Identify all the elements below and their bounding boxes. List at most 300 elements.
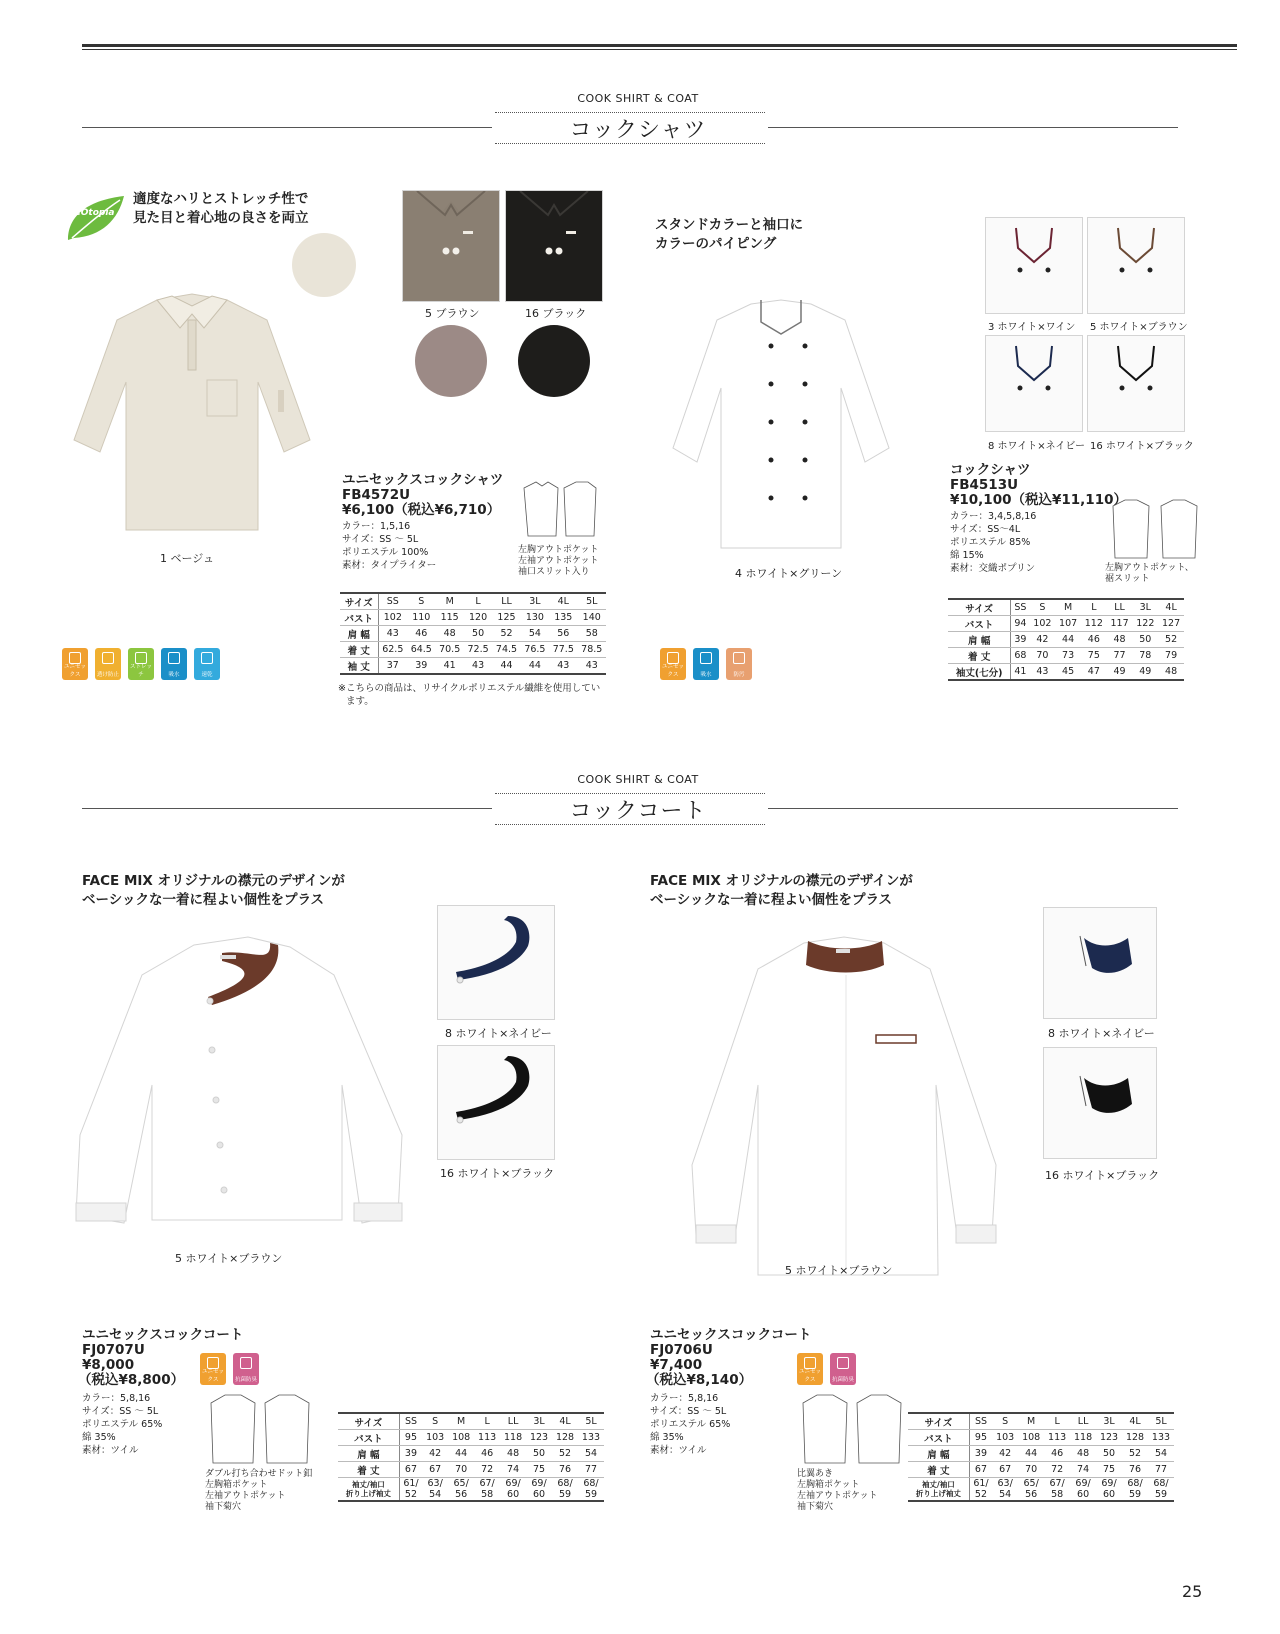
size-table-cell: 95 (969, 1430, 992, 1446)
size-table-cell (578, 1478, 604, 1502)
size-table-cell: 37 (378, 658, 407, 675)
size-table-cell: 43 (464, 658, 492, 675)
fb4513-main-caption: 4 ホワイト×グリーン (735, 567, 843, 580)
section-rule-right (768, 127, 1178, 128)
size-table-cell: 3L (521, 593, 549, 610)
size-table-cell: 103 (992, 1430, 1018, 1446)
size-table-cell: 76 (552, 1462, 578, 1478)
size-table-row (340, 626, 606, 642)
fj0706-main-photo (678, 935, 1008, 1280)
fb4572-main-caption: 1 ベージュ (160, 552, 215, 565)
size-table-cell (969, 1478, 992, 1502)
size-table-cell: 44 (521, 658, 549, 675)
spec-line: 素材：ツイル (82, 1445, 139, 1456)
page-number: 25 (1182, 1582, 1203, 1601)
size-table-cell: 46 (474, 1446, 500, 1462)
size-table-cell: 4L (549, 593, 577, 610)
size-table-row-label: 着 丈 (948, 648, 1011, 664)
feature-icon (797, 1353, 823, 1385)
variant-black-thumb (505, 190, 603, 302)
size-table-cell: 39 (1011, 632, 1030, 648)
size-table-row-label: サイズ (338, 1413, 399, 1430)
variant-navy-caption: 8 ホワイト×ネイビー (988, 441, 1086, 452)
size-table-row (338, 1462, 604, 1478)
size-table-cell: 52 (1122, 1446, 1148, 1462)
feature-line: 左袖アウトポケット (518, 556, 599, 566)
size-table-cell: 43 (1030, 664, 1056, 681)
fb4513-flat-drawing (1105, 498, 1205, 560)
size-table-row (340, 593, 606, 610)
size-table-cell: LL (1070, 1413, 1096, 1430)
copy-line: 見た目と着心地の良さを両立 (133, 210, 309, 226)
copy-line: 適度なハリとストレッチ性で (133, 191, 309, 207)
top-rule-thin (82, 49, 1237, 50)
size-table-row-label (908, 1478, 969, 1502)
size-table-cell: 3L (1096, 1413, 1122, 1430)
fj0707-copy (82, 872, 345, 910)
fj0706-name: ユニセックスコックコート (650, 1327, 812, 1343)
fb4572-price: ¥6,100（税込¥6,710） (342, 502, 501, 518)
size-table-cell: M (448, 1413, 474, 1430)
sleeve-value: 63/ (997, 1478, 1013, 1489)
variant-black-thumb (1087, 335, 1185, 432)
fj0707-main-caption: 5 ホワイト×ブラウン (175, 1252, 283, 1265)
size-table-row-label: 肩 幅 (948, 632, 1011, 648)
variant-black-thumb (437, 1045, 555, 1160)
size-table-cell: 74 (500, 1462, 526, 1478)
feature-icon (200, 1353, 226, 1385)
size-table-cell: 62.5 (378, 642, 407, 658)
size-table-cell: 67 (422, 1462, 448, 1478)
spec-line: ポリエステル 85% (950, 537, 1031, 548)
feature-icon (726, 648, 752, 680)
variant-black-caption: 16 ホワイト×ブラック (440, 1167, 555, 1180)
spec-line: 綿 35% (650, 1432, 684, 1443)
size-table-cell: 94 (1011, 616, 1030, 632)
size-table-cell: 44 (448, 1446, 474, 1462)
size-table-cell: SS (399, 1413, 422, 1430)
size-table-cell: LL (500, 1413, 526, 1430)
fb4572-copy (133, 190, 309, 228)
size-table-cell (1148, 1478, 1174, 1502)
size-table-cell: 72.5 (464, 642, 492, 658)
size-table-cell: 113 (1044, 1430, 1070, 1446)
variant-wine-thumb (985, 217, 1083, 314)
size-table-row (908, 1478, 1174, 1502)
sleeve-value: 67/ (479, 1478, 495, 1489)
size-table-cell: 112 (1081, 616, 1107, 632)
size-table-cell: L (1044, 1413, 1070, 1430)
size-table-row-label: 肩 幅 (340, 626, 378, 642)
sleeve-label-line: 袖丈/袖口 (352, 1480, 385, 1489)
size-table-cell (474, 1478, 500, 1502)
size-table-cell: 45 (1055, 664, 1081, 681)
size-table-row-label: 肩 幅 (908, 1446, 969, 1462)
sleeve-value: 68/ (1153, 1478, 1169, 1489)
size-table-cell: 44 (1055, 632, 1081, 648)
spec-line: サイズ：SS ～ 5L (650, 1406, 727, 1417)
size-table-row-label: バスト (338, 1430, 399, 1446)
size-table-cell: 74 (1070, 1462, 1096, 1478)
size-table-cell: 54 (578, 1446, 604, 1462)
size-table-cell: S (992, 1413, 1018, 1430)
feature-icon (830, 1353, 856, 1385)
size-table-cell: 118 (500, 1430, 526, 1446)
size-table-cell (422, 1478, 448, 1502)
size-table-cell: SS (1011, 599, 1030, 616)
feature-glyph-icon (168, 652, 180, 664)
feature-line: 裾スリット (1105, 574, 1150, 584)
spec-line: カラー：5,8,16 (650, 1393, 719, 1404)
feature-icon (95, 648, 121, 680)
size-table-cell: 48 (1107, 632, 1133, 648)
size-table-cell: 122 (1132, 616, 1158, 632)
size-table-row-label: 着 丈 (338, 1462, 399, 1478)
size-table-cell: 48 (1158, 664, 1184, 681)
size-table-row (908, 1462, 1174, 1478)
fb4513-copy (655, 216, 803, 254)
fj0706-copy (650, 872, 913, 910)
variant-navy-caption: 8 ホワイト×ネイビー (1048, 1027, 1155, 1040)
feature-icon-label: ユニセックス (661, 664, 684, 678)
size-table-cell: 3L (1132, 599, 1158, 616)
size-table-cell: 46 (1044, 1446, 1070, 1462)
fj0707-size-table (338, 1412, 604, 1502)
feature-line: 左胸箱ポケット (797, 1480, 860, 1490)
size-table-cell: 108 (448, 1430, 474, 1446)
size-table-cell: 133 (1148, 1430, 1174, 1446)
feature-icon (128, 648, 154, 680)
cuff-value: 54 (999, 1489, 1012, 1500)
size-table-row (340, 658, 606, 675)
size-table-cell: 110 (407, 610, 435, 626)
feature-line: 袖口スリット入り (518, 567, 590, 577)
size-table-row (340, 610, 606, 626)
sleeve-value: 68/ (1127, 1478, 1143, 1489)
fj0707-flat-drawing (205, 1393, 315, 1465)
size-table-cell: 48 (1070, 1446, 1096, 1462)
feature-icon-label: 速乾 (201, 672, 213, 678)
size-table-cell: S (407, 593, 435, 610)
fb4572-size-table (340, 592, 606, 675)
copy-line: ベーシックな一着に程よい個性をプラス (650, 892, 893, 908)
feature-icon-label: ユニセックス (63, 664, 86, 678)
fj0706-specs (650, 1392, 730, 1457)
variant-navy-thumb (985, 335, 1083, 432)
size-table-cell: 128 (1122, 1430, 1148, 1446)
size-table-cell: 58 (578, 626, 607, 642)
size-table-cell (992, 1478, 1018, 1502)
size-table-cell: S (1030, 599, 1056, 616)
size-table-row (340, 642, 606, 658)
size-table-cell: M (1018, 1413, 1044, 1430)
size-table-row-label (338, 1478, 399, 1502)
size-table-cell: 3L (526, 1413, 552, 1430)
feature-icon (62, 648, 88, 680)
feature-icon-label: 防汚 (733, 672, 745, 678)
spec-line: ポリエステル 65% (650, 1419, 731, 1430)
size-table-cell: 54 (521, 626, 549, 642)
fb4572-name: ユニセックスコックシャツ (342, 472, 504, 488)
size-table-cell: S (422, 1413, 448, 1430)
section-jp-title: コックコート (569, 799, 707, 824)
size-table-cell: LL (1107, 599, 1133, 616)
size-table-cell: 135 (549, 610, 577, 626)
size-table-cell: 77 (578, 1462, 604, 1478)
feature-icon-label: 透け防止 (96, 672, 119, 678)
size-table-cell: SS (969, 1413, 992, 1430)
sleeve-value: 68/ (557, 1478, 573, 1489)
size-table-row (948, 632, 1184, 648)
size-table-cell: 75 (1081, 648, 1107, 664)
size-table-cell: 78 (1132, 648, 1158, 664)
size-table-row-label: 着 丈 (908, 1462, 969, 1478)
sleeve-value: 61/ (973, 1478, 989, 1489)
feature-line: 左胸アウトポケット、 (1105, 563, 1194, 573)
section-rule-right (768, 808, 1178, 809)
size-table-cell: 130 (521, 610, 549, 626)
feature-icon-label: 抗菌防臭 (831, 1377, 854, 1383)
size-table-cell: 102 (378, 610, 407, 626)
feature-line: 左胸箱ポケット (205, 1480, 268, 1490)
size-table-cell: 54 (1148, 1446, 1174, 1462)
spec-line: 綿 35% (82, 1432, 116, 1443)
cuff-value: 60 (533, 1489, 546, 1500)
size-table-row-label: サイズ (948, 599, 1011, 616)
copy-line: ベーシックな一着に程よい個性をプラス (82, 892, 325, 908)
feature-glyph-icon (102, 652, 114, 664)
variant-brown-thumb (402, 190, 500, 302)
size-table-cell (526, 1478, 552, 1502)
sleeve-value: 65/ (1023, 1478, 1039, 1489)
fj0706-code: FJ0706U (650, 1342, 713, 1358)
spec-line: カラー：5,8,16 (82, 1393, 151, 1404)
size-table-cell: 76 (1122, 1462, 1148, 1478)
cuff-value: 56 (455, 1489, 468, 1500)
feature-icon (660, 648, 686, 680)
feature-glyph-icon (201, 652, 213, 664)
size-table-cell: 67 (399, 1462, 422, 1478)
sleeve-value: 69/ (1101, 1478, 1117, 1489)
size-table-cell (1096, 1478, 1122, 1502)
section-jp-title: コックシャツ (569, 118, 707, 143)
size-table-cell (399, 1478, 422, 1502)
size-table-row (908, 1413, 1174, 1430)
cuff-value: 60 (1077, 1489, 1090, 1500)
size-table-row-label: サイズ (340, 593, 378, 610)
size-table-cell: 127 (1158, 616, 1184, 632)
dotted-rule (495, 143, 765, 144)
size-table-cell: 5L (578, 593, 607, 610)
feature-icon (194, 648, 220, 680)
size-table-cell: SS (378, 593, 407, 610)
size-table-cell (1122, 1478, 1148, 1502)
copy-line: スタンドカラーと袖口に (655, 217, 804, 233)
fj0707-features (205, 1469, 312, 1513)
fj0707-price: ¥8,000 (82, 1357, 135, 1373)
size-table-cell: 123 (526, 1430, 552, 1446)
size-table-cell: 67 (969, 1462, 992, 1478)
variant-navy-caption: 8 ホワイト×ネイビー (445, 1027, 552, 1040)
size-table-cell: 39 (399, 1446, 422, 1462)
spec-line: カラー：3,4,5,8,16 (950, 511, 1037, 522)
fb4513-features (1105, 563, 1194, 585)
size-table-cell: M (435, 593, 463, 610)
section-en-title: COOK SHIRT & COAT (577, 773, 699, 786)
feature-icon-label: ユニセックス (201, 1369, 224, 1383)
size-table-cell: 125 (492, 610, 520, 626)
spec-line: 綿 15% (950, 550, 984, 561)
size-table-cell: 72 (474, 1462, 500, 1478)
size-table-cell: 128 (552, 1430, 578, 1446)
fb4572-features (518, 545, 599, 578)
black-swatch (518, 325, 590, 397)
spec-line: サイズ：SS～4L (950, 524, 1021, 535)
fb4572-main-photo (62, 290, 322, 550)
spec-line: 素材：ツイル (650, 1445, 707, 1456)
feature-line: ダブル打ち合わせドット釦 (205, 1469, 313, 1479)
size-table-cell: 47 (1081, 664, 1107, 681)
size-table-cell: 77 (1148, 1462, 1174, 1478)
size-table-cell: 43 (378, 626, 407, 642)
fj0706-icons (797, 1353, 867, 1389)
size-table-row (338, 1478, 604, 1502)
size-table-cell: L (474, 1413, 500, 1430)
note-line: ます。 (346, 696, 374, 707)
size-table-cell: 79 (1158, 648, 1184, 664)
size-table-cell: 44 (492, 658, 520, 675)
size-table-cell: 52 (552, 1446, 578, 1462)
variant-black-thumb (1043, 1047, 1157, 1159)
feature-icon-label: 抗菌防臭 (234, 1377, 257, 1383)
sleeve-value: 65/ (453, 1478, 469, 1489)
size-table-cell: 56 (549, 626, 577, 642)
fj0707-name: ユニセックスコックコート (82, 1327, 244, 1343)
size-table-cell: 67 (992, 1462, 1018, 1478)
sleeve-label-line: 袖丈/袖口 (922, 1480, 955, 1489)
fb4513-price: ¥10,100（税込¥11,110） (950, 492, 1127, 508)
size-table-cell: 73 (1055, 648, 1081, 664)
size-table-cell: 74.5 (492, 642, 520, 658)
size-table-cell: 44 (1018, 1446, 1044, 1462)
size-table-cell: 52 (1158, 632, 1184, 648)
fb4513-main-photo (665, 298, 897, 558)
size-table-row (338, 1430, 604, 1446)
cuff-value: 56 (1025, 1489, 1038, 1500)
size-table-cell: 4L (1122, 1413, 1148, 1430)
brown-swatch (415, 325, 487, 397)
size-table-row (338, 1446, 604, 1462)
size-table-cell: 41 (1011, 664, 1030, 681)
size-table-cell: 115 (435, 610, 463, 626)
size-table-cell: 4L (552, 1413, 578, 1430)
fb4572-note (338, 682, 600, 708)
section-rule-left (82, 127, 492, 128)
fj0706-main-caption: 5 ホワイト×ブラウン (785, 1264, 893, 1277)
feature-glyph-icon (700, 652, 712, 664)
sleeve-value: 61/ (403, 1478, 419, 1489)
size-table-row (338, 1413, 604, 1430)
fb4513-code: FB4513U (950, 477, 1019, 493)
dotted-rule (495, 824, 765, 825)
spec-line: カラー：1,5,16 (342, 521, 411, 532)
size-table-cell: 64.5 (407, 642, 435, 658)
size-table-row-label: 袖丈(七分) (948, 664, 1011, 681)
size-table-cell: 70 (1030, 648, 1056, 664)
cuff-value: 59 (558, 1489, 572, 1500)
fj0706-features (797, 1469, 878, 1513)
size-table-row-label: バスト (908, 1430, 969, 1446)
size-table-row (908, 1446, 1174, 1462)
variant-black-caption: 16 ホワイト×ブラック (1090, 441, 1194, 452)
cuff-value: 54 (429, 1489, 442, 1500)
size-table-row-label: バスト (948, 616, 1011, 632)
size-table-cell: 108 (1018, 1430, 1044, 1446)
size-table-cell: 46 (1081, 632, 1107, 648)
sleeve-value: 63/ (427, 1478, 443, 1489)
spec-line: ポリエステル 65% (82, 1419, 163, 1430)
size-table-cell: 39 (969, 1446, 992, 1462)
ecotopia-logo (62, 190, 130, 246)
feature-glyph-icon (240, 1357, 252, 1369)
fb4572-flat-drawing (518, 480, 598, 540)
section-rule-left (82, 808, 492, 809)
fj0707-icons (200, 1353, 270, 1389)
spec-line: 素材：交織ポプリン (950, 563, 1036, 574)
cuff-value: 52 (404, 1489, 418, 1500)
size-table-cell: L (1081, 599, 1107, 616)
sleeve-value: 68/ (583, 1478, 599, 1489)
size-table-cell: 70.5 (435, 642, 463, 658)
size-table-cell: 4L (1158, 599, 1184, 616)
cuff-value: 58 (1051, 1489, 1064, 1500)
size-table-row (948, 616, 1184, 632)
size-table-cell: 48 (500, 1446, 526, 1462)
spec-line: 素材：タイプライター (342, 560, 437, 571)
sleeve-label-line: 折り上げ袖丈 (345, 1489, 391, 1498)
feature-line: 左袖アウトポケット (205, 1491, 286, 1501)
size-table-row-label: サイズ (908, 1413, 969, 1430)
size-table-cell: 43 (549, 658, 577, 675)
variant-brown-caption: 5 ブラウン (425, 307, 480, 320)
size-table-row (948, 648, 1184, 664)
variant-brown-caption: 5 ホワイト×ブラウン (1090, 322, 1188, 333)
size-table-cell (1018, 1478, 1044, 1502)
fj0706-price: ¥7,400 (650, 1357, 703, 1373)
size-table-cell (448, 1478, 474, 1502)
size-table-cell: 70 (448, 1462, 474, 1478)
size-table-cell: 39 (407, 658, 435, 675)
feature-icon (693, 648, 719, 680)
copy-line: FACE MIX オリジナルの襟元のデザインが (650, 873, 913, 889)
feature-icon-label: ユニセックス (798, 1369, 821, 1383)
note-line: ※こちらの商品は、リサイクルポリエステル繊維を使用してい (338, 683, 601, 694)
feature-icon (233, 1353, 259, 1385)
feature-line: 袖下菊穴 (797, 1502, 834, 1512)
cuff-value: 59 (1154, 1489, 1168, 1500)
beige-swatch (292, 233, 356, 297)
size-table-cell: 133 (578, 1430, 604, 1446)
fb4572-specs (342, 520, 436, 572)
size-table-cell: 42 (1030, 632, 1056, 648)
spec-line: サイズ：SS ～ 5L (342, 534, 419, 545)
size-table-cell: 118 (1070, 1430, 1096, 1446)
size-table-cell: LL (492, 593, 520, 610)
fj0707-specs (82, 1392, 162, 1457)
fb4513-name: コックシャツ (950, 462, 1031, 478)
sleeve-value: 69/ (531, 1478, 547, 1489)
cuff-value: 52 (974, 1489, 988, 1500)
